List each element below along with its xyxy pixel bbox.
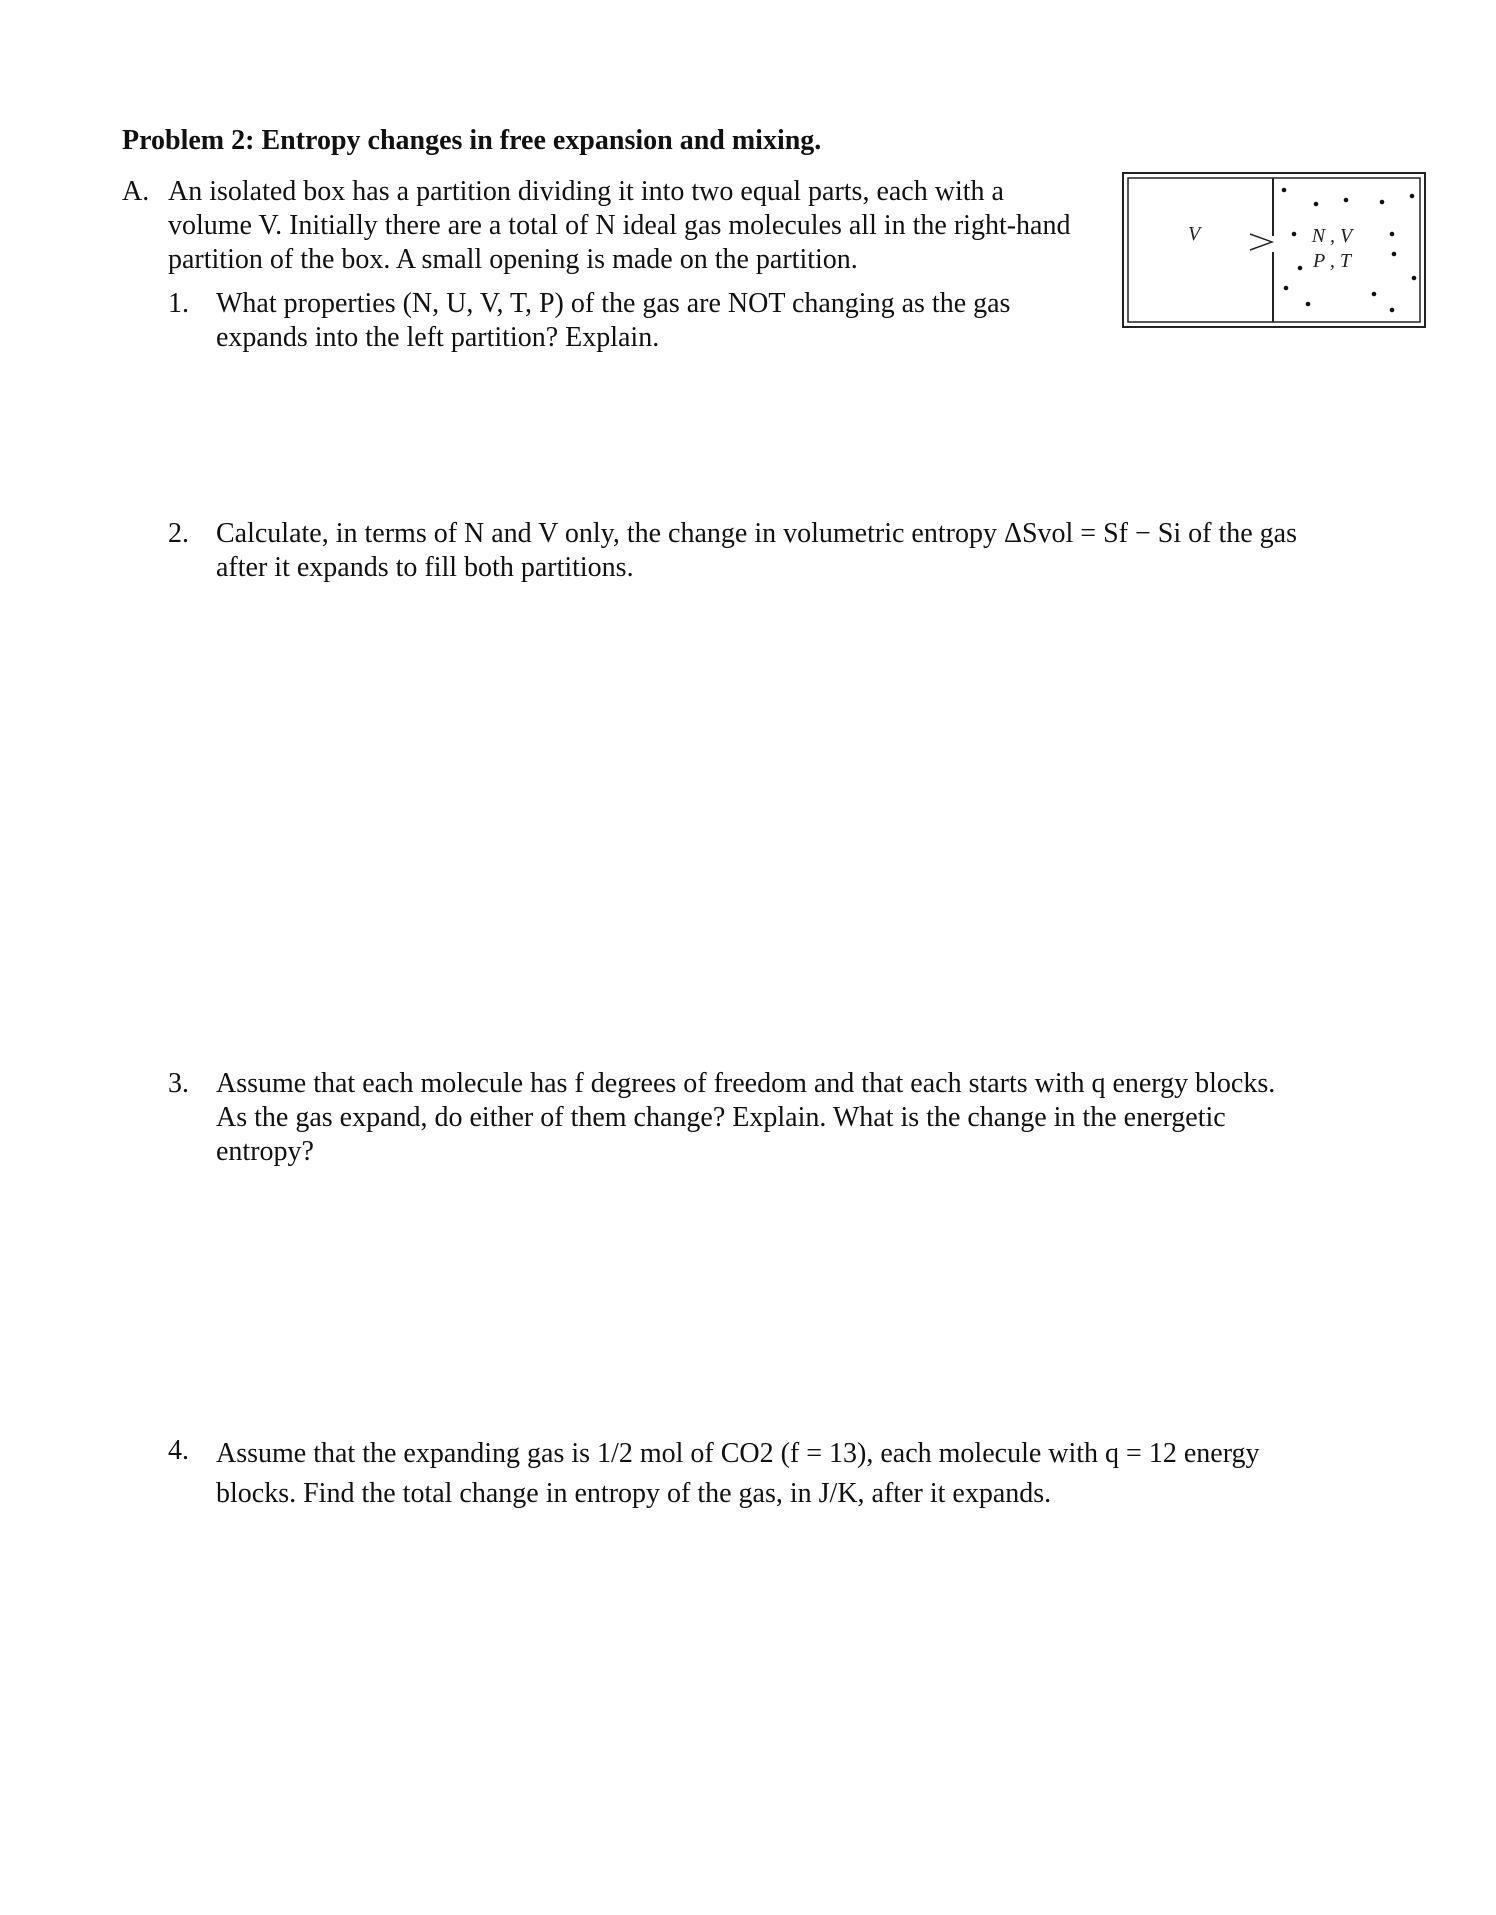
gas-molecule [1282, 188, 1287, 193]
gas-molecule [1298, 266, 1303, 271]
gas-molecule [1314, 202, 1319, 207]
gas-molecule [1380, 200, 1385, 205]
gas-molecule [1392, 252, 1397, 257]
problem-title: Problem 2: Entropy changes in free expansion and mixing. [122, 125, 822, 156]
right-state-label-1: N , V [1311, 225, 1353, 247]
question-4-line-1: Assume that the expanding gas is 1/2 mol of CO2 (f = 13), each molecule with q = 12 energy [216, 1438, 1260, 1469]
question-3-text [216, 1067, 1275, 1169]
part-a-text [168, 175, 1168, 277]
question-4-line-2: blocks. Find the total change in entropy of the gas, in J/K, after it expands. [216, 1478, 1052, 1509]
part-a-line-3: partition of the box. A small opening is made on the partition. [168, 244, 858, 275]
question-3-line-3: entropy? [216, 1136, 314, 1167]
question-1-line-1: What properties (N, U, V, T, P) of the gas are NOT changing as the gas [216, 288, 1011, 319]
question-3-line-1: Assume that each molecule has f degrees of freedom and that each starts with q energy blocks. [216, 1068, 1276, 1099]
question-2-text [216, 517, 1297, 585]
question-4-text [216, 1434, 1260, 1514]
gas-molecule [1284, 286, 1289, 291]
gas-molecule [1372, 292, 1377, 297]
question-3-number: 3. [168, 1068, 189, 1099]
gas-molecule [1344, 198, 1349, 203]
gas-molecule [1306, 302, 1311, 307]
part-a-line-2: volume V. Initially there are a total of N ideal gas molecules all in the right-hand [168, 210, 1071, 241]
question-2-line-1: Calculate, in terms of N and V only, the change in volumetric entropy ΔSvol = Sf − Si of the gas [216, 518, 1297, 549]
question-1-number: 1. [168, 288, 189, 319]
gas-molecule [1410, 194, 1415, 199]
question-1-line-2: expands into the left partition? Explain. [216, 322, 660, 353]
gas-molecule [1390, 308, 1395, 313]
question-1-text [216, 287, 1010, 355]
gas-molecule [1390, 232, 1395, 237]
part-a-label: A. [122, 176, 150, 207]
question-2-line-2: after it expands to fill both partitions. [216, 552, 634, 583]
right-state-label-2: P , T [1313, 250, 1351, 272]
gas-molecule [1292, 232, 1297, 237]
part-a-line-1: An isolated box has a partition dividing it into two equal parts, each with a [168, 176, 1004, 207]
gas-molecule [1412, 276, 1417, 281]
question-3-line-2: As the gas expand, do either of them change? Explain. What is the change in the energetic [216, 1102, 1226, 1133]
partitioned-box-diagram [1122, 172, 1426, 328]
question-2-number: 2. [168, 518, 189, 549]
left-volume-label: V [1188, 223, 1201, 245]
question-4-number: 4. [168, 1435, 189, 1466]
opening-arrow-icon [1250, 234, 1272, 250]
